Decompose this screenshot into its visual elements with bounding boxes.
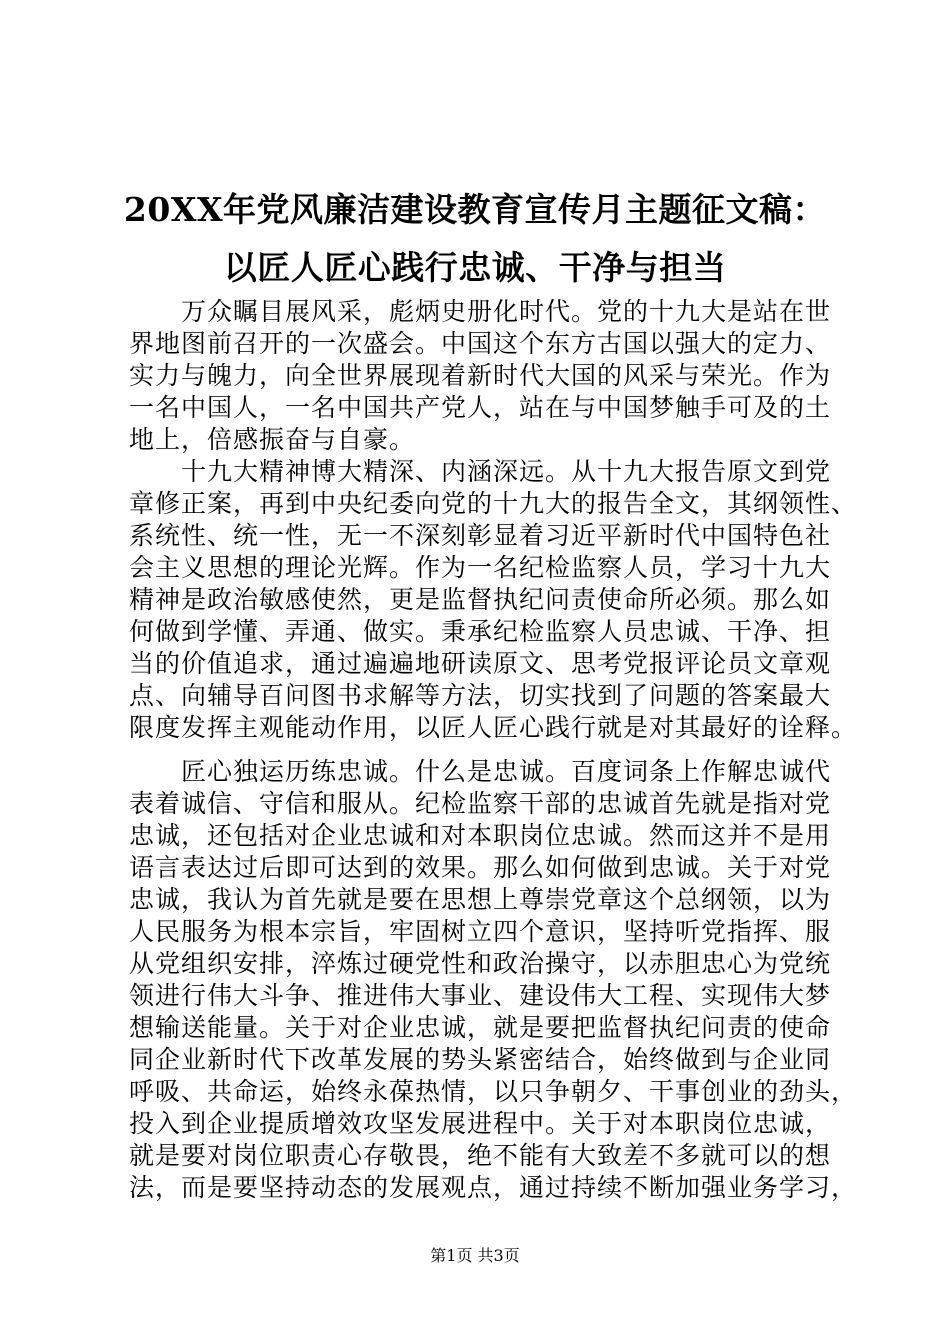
paragraph-line: 点、向辅导百问图书求解等方法，切实找到了问题的答案最大 — [129, 681, 832, 710]
paragraph-line: 忠诚，还包括对企业忠诚和对本职岗位忠诚。然而这并不是用 — [129, 821, 832, 850]
document-title-line-1: 20XX年党风廉洁建设教育宣传月主题征文稿： — [123, 190, 827, 229]
paragraph-line: 从党组织安排，淬炼过硬党性和政治操守，以赤胆忠心为党统 — [129, 949, 832, 978]
paragraph-line: 万众瞩目展风采，彪炳史册化时代。党的十九大是站在世 — [181, 297, 832, 326]
paragraph-line: 人民服务为根本宗旨，牢固树立四个意识，坚持听党指挥、服 — [129, 917, 832, 946]
paragraph-line: 呼吸、共命运，始终永葆热情，以只争朝夕、干事创业的劲头， — [129, 1077, 858, 1106]
paragraph-line: 想输送能量。关于对企业忠诚，就是要把监督执纪问责的使命 — [129, 1013, 832, 1042]
paragraph-line: 表着诚信、守信和服从。纪检监察干部的忠诚首先就是指对党 — [129, 789, 832, 818]
paragraph-line: 同企业新时代下改革发展的势头紧密结合，始终做到与企业同 — [129, 1045, 832, 1074]
paragraph-2 — [129, 456, 858, 744]
paragraph-line: 章修正案，再到中央纪委向党的十九大的报告全文，其纲领性、 — [129, 489, 858, 518]
paragraph-line: 语言表达过后即可达到的效果。那么如何做到忠诚。关于对党 — [129, 853, 832, 882]
paragraph-line: 就是要对岗位职责心存敬畏，绝不能有大致差不多就可以的想 — [129, 1141, 832, 1170]
paragraph-line: 十九大精神博大精深、内涵深远。从十九大报告原文到党 — [181, 457, 832, 486]
page-footer: 第1页 共3页 — [430, 1246, 520, 1265]
paragraph-line: 领进行伟大斗争、推进伟大事业、建设伟大工程、实现伟大梦 — [129, 981, 832, 1010]
paragraph-line: 限度发挥主观能动作用，以匠人匠心践行就是对其最好的诠释。 — [129, 713, 858, 742]
paragraph-line: 界地图前召开的一次盛会。中国这个东方古国以强大的定力、 — [129, 329, 832, 358]
paragraph-line: 当的价值追求，通过遍遍地研读原文、思考党报评论员文章观 — [129, 649, 832, 678]
paragraph-line: 何做到学懂、弄通、做实。秉承纪检监察人员忠诚、干净、担 — [129, 617, 832, 646]
paragraph-line: 投入到企业提质增效攻坚发展进程中。关于对本职岗位忠诚， — [129, 1109, 832, 1138]
paragraph-1 — [129, 296, 849, 456]
paragraph-line: 忠诚，我认为首先就是要在思想上尊崇党章这个总纲领，以为 — [129, 885, 832, 914]
paragraph-line: 精神是政治敏感使然，更是监督执纪问责使命所必须。那么如 — [129, 585, 832, 614]
paragraph-line: 法，而是要坚持动态的发展观点，通过持续不断加强业务学习， — [129, 1173, 858, 1202]
paragraph-line: 一名中国人，一名中国共产党人，站在与中国梦触手可及的土 — [129, 393, 832, 422]
paragraph-3 — [129, 756, 858, 1204]
paragraph-line: 会主义思想的理论光辉。作为一名纪检监察人员，学习十九大 — [129, 553, 832, 582]
paragraph-line: 匠心独运历练忠诚。什么是忠诚。百度词条上作解忠诚代 — [181, 757, 832, 786]
document-title-line-2: 以匠人匠心践行忠诚、干净与担当 — [223, 248, 727, 287]
paragraph-line: 地上，倍感振奋与自豪。 — [129, 425, 416, 454]
paragraph-line: 系统性、统一性，无一不深刻彰显着习近平新时代中国特色社 — [129, 521, 832, 550]
paragraph-line: 实力与魄力，向全世界展现着新时代大国的风采与荣光。作为 — [129, 361, 832, 390]
